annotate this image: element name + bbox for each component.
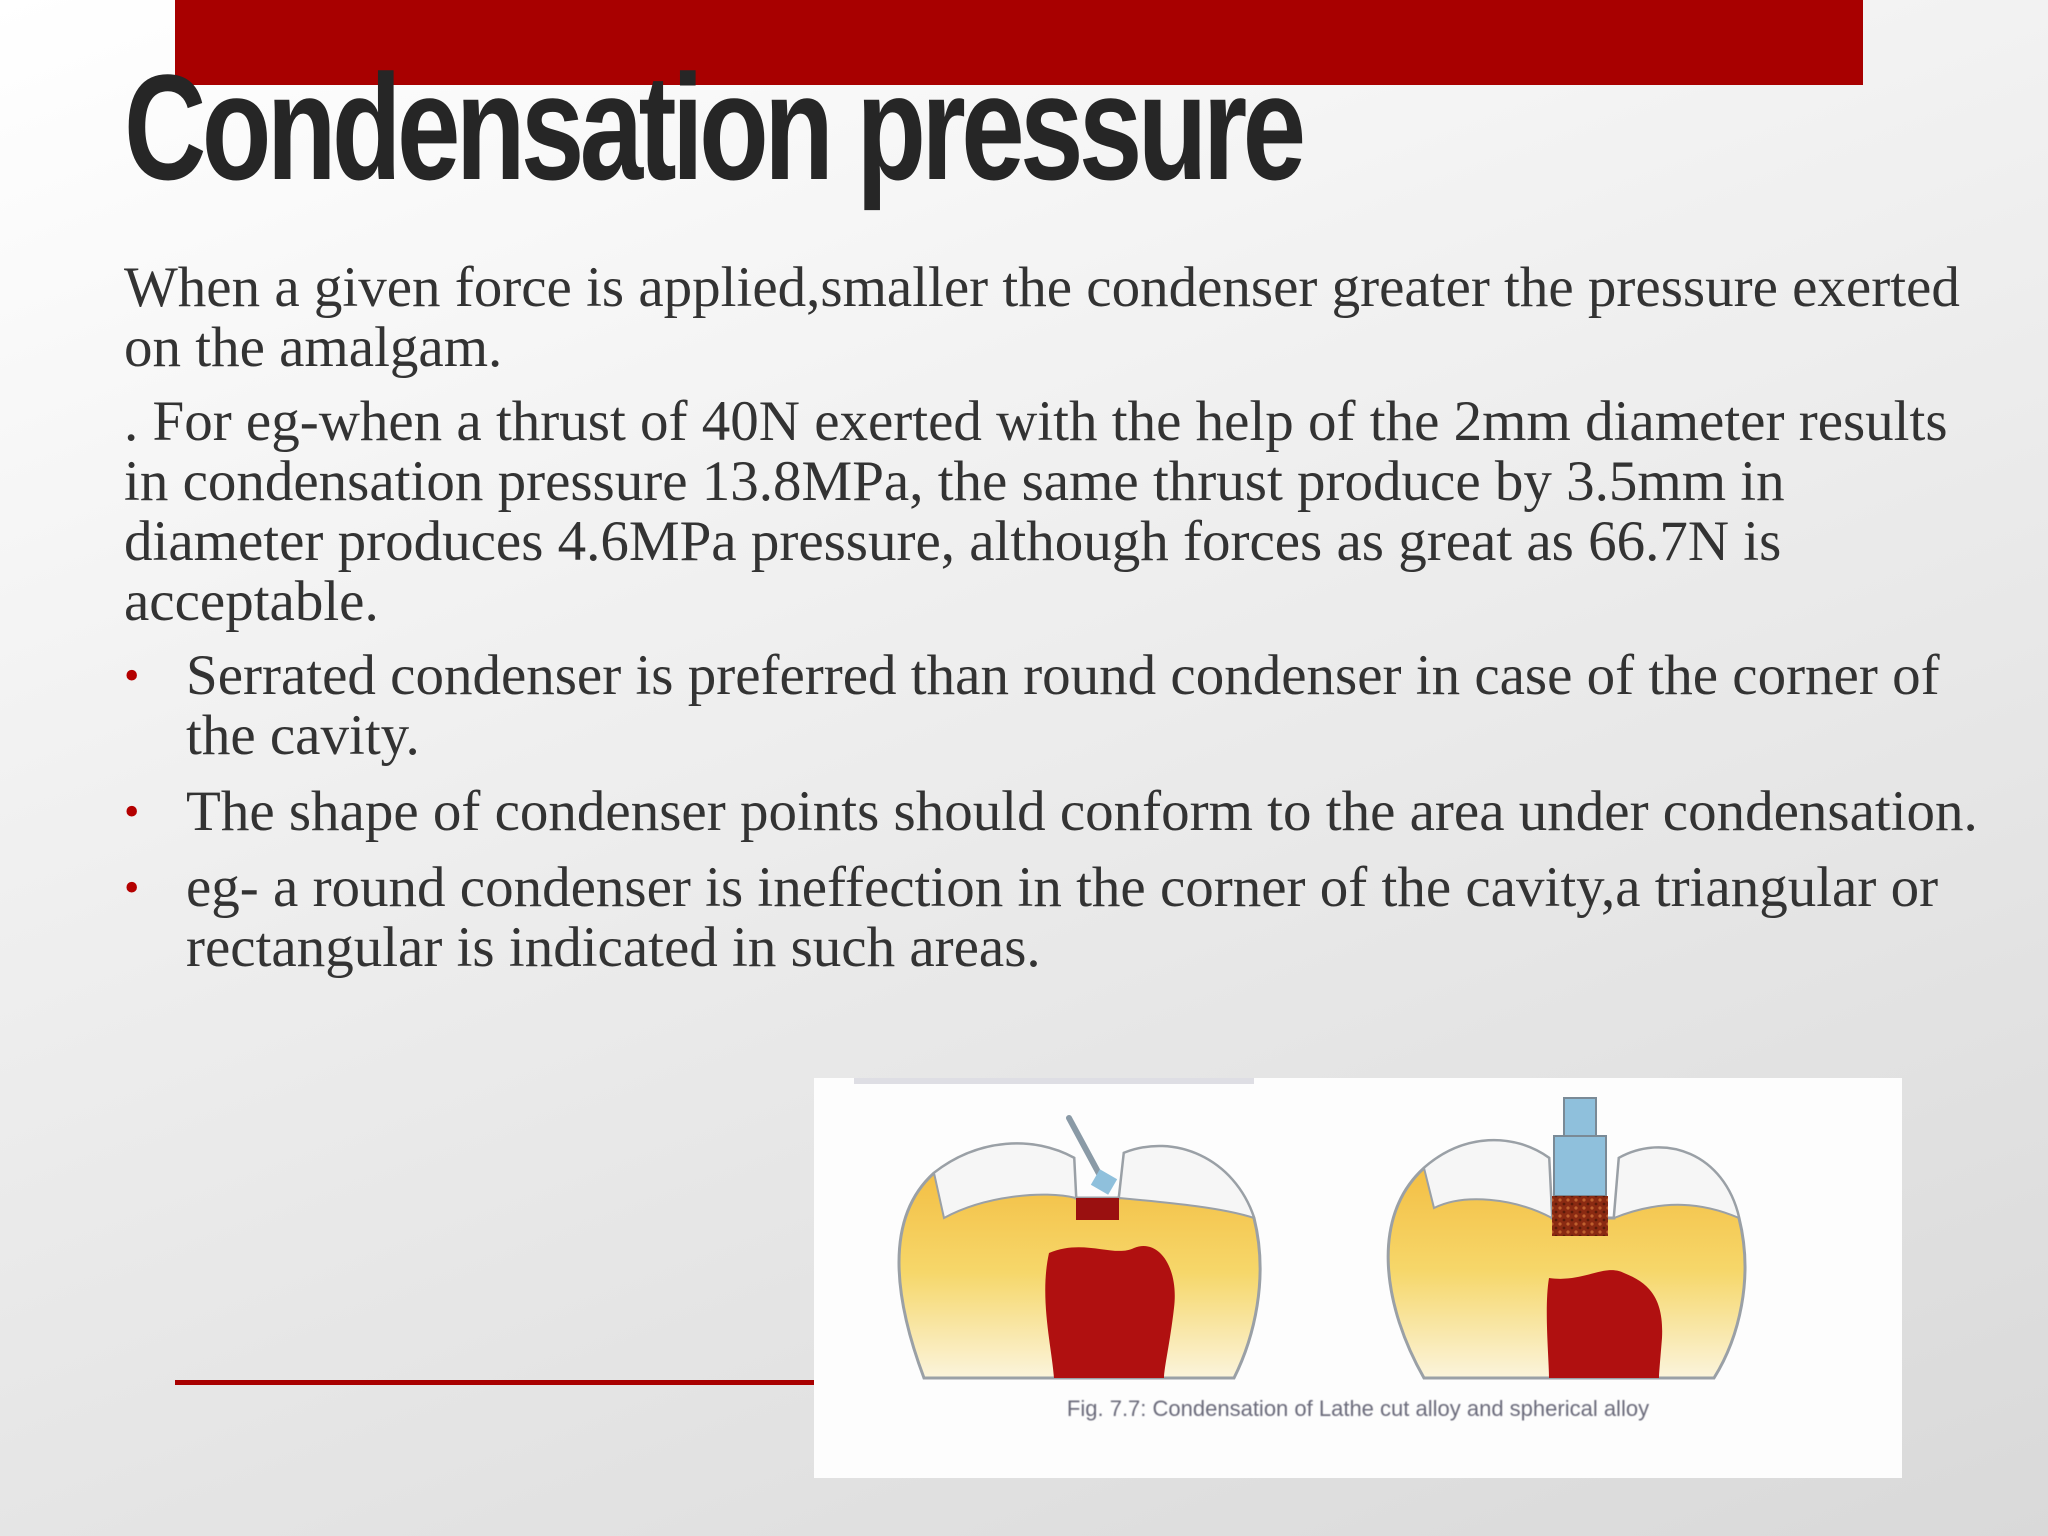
bullet-item: [124, 782, 1979, 842]
bullet-item: [124, 858, 1979, 978]
figure-caption: Fig. 7.7: Condensation of Lathe cut alloy and spherical alloy: [1066, 1396, 1650, 1421]
paragraph-force-pressure: When a given force is applied,smaller the condenser greater the pressure exerted on the amalgam.: [124, 256, 1960, 379]
bullet-icon: •: [124, 787, 140, 836]
right-tooth: [1388, 1098, 1745, 1378]
left-tooth: [899, 1118, 1260, 1378]
slide-body: [124, 258, 1979, 994]
bottom-accent-line: [175, 1380, 815, 1385]
bullet-icon: •: [124, 863, 140, 912]
bullet-text: Serrated condenser is preferred than round condenser in case of the corner of the cavity.: [186, 644, 1940, 767]
paragraph-example: . For eg-when a thrust of 40N exerted with the help of the 2mm diameter results in condensation pressure 13.8MPa, the same thrust produce by 3.5mm in diameter produces 4.6MPa pressure, although forces as great as 66.7N is acceptable.: [124, 390, 1948, 633]
cropped-text-fragment: [854, 1078, 1254, 1084]
amalgam-icon: [1552, 1196, 1608, 1236]
tooth-condensation-figure: [814, 1078, 1902, 1478]
slide-title: Condensation pressure: [124, 43, 1302, 211]
condenser-icon: [1564, 1098, 1596, 1138]
bullet-item: [124, 646, 1979, 766]
bullet-text: The shape of condenser points should conform to the area under condensation.: [186, 780, 1978, 843]
bullet-list: [124, 646, 1979, 978]
bullet-text: eg- a round condenser is ineffection in the corner of the cavity,a triangular or rectangular is indicated in such areas.: [186, 856, 1939, 979]
bullet-icon: •: [124, 651, 140, 700]
